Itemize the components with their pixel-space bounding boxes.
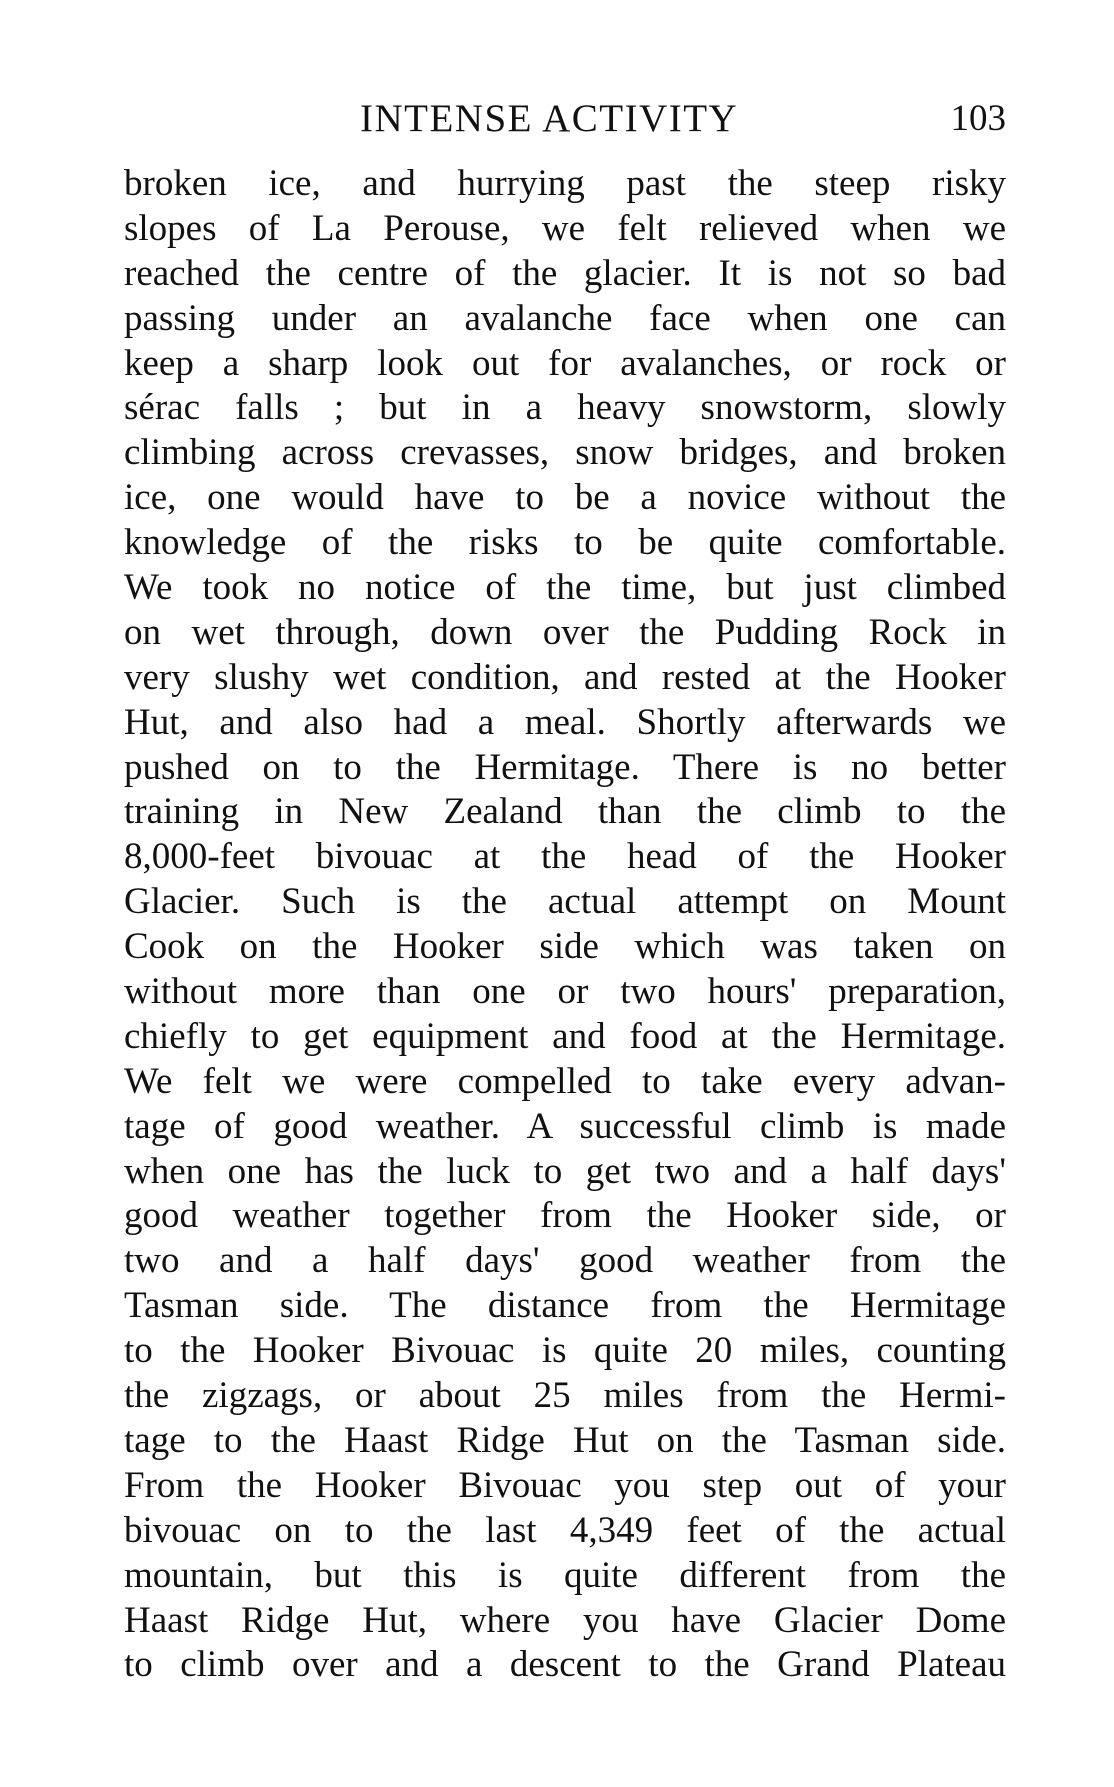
text-line: climbing across crevasses, snow bridges, and broken bbox=[124, 432, 1006, 474]
text-line: Haast Ridge Hut, where you have Glacier Dome bbox=[124, 1599, 1006, 1641]
text-line: We felt we were compelled to take every advan- bbox=[124, 1060, 1006, 1102]
text-line: very slushy wet condition, and rested at the Hooker bbox=[124, 656, 1006, 698]
text-line: tage of good weather. A successful climb is made bbox=[124, 1105, 1006, 1147]
text-line: pushed on to the Hermitage. There is no better bbox=[124, 746, 1006, 788]
text-line: to climb over and a descent to the Grand Plateau bbox=[124, 1644, 1006, 1686]
text-line: sérac falls ; but in a heavy snowstorm, slowly bbox=[124, 387, 1006, 429]
text-line: on wet through, down over the Pudding Rock in bbox=[124, 611, 1006, 653]
running-title: INTENSE ACTIVITY bbox=[360, 97, 739, 140]
text-line: knowledge of the risks to be quite comfortable. bbox=[124, 522, 1006, 564]
text-line: keep a sharp look out for avalanches, or rock or bbox=[124, 342, 1006, 384]
text-line: reached the centre of the glacier. It is not so bad bbox=[124, 252, 1006, 294]
text-line: without more than one or two hours' preparation, bbox=[124, 971, 1006, 1013]
running-head bbox=[124, 94, 1006, 144]
text-line: From the Hooker Bivouac you step out of your bbox=[124, 1464, 1006, 1506]
text-line: broken ice, and hurrying past the steep risky bbox=[124, 163, 1006, 204]
text-line: training in New Zealand than the climb to the bbox=[124, 791, 1006, 833]
text-line: bivouac on to the last 4,349 feet of the actual bbox=[124, 1509, 1006, 1551]
text-line: when one has the luck to get two and a half days' bbox=[124, 1150, 1006, 1192]
text-line: Tasman side. The distance from the Hermitage bbox=[124, 1285, 1006, 1327]
text-line: tage to the Haast Ridge Hut on the Tasman side. bbox=[124, 1419, 1006, 1461]
text-line: the zigzags, or about 25 miles from the Hermi- bbox=[124, 1375, 1006, 1417]
text-line: slopes of La Perouse, we felt relieved when we bbox=[124, 207, 1006, 249]
text-line: We took no notice of the time, but just climbed bbox=[124, 567, 1006, 609]
page-number: 103 bbox=[950, 98, 1006, 139]
text-line: 8,000-feet bivouac at the head of the Hooker bbox=[124, 836, 1006, 878]
text-line: mountain, but this is quite different from the bbox=[124, 1554, 1006, 1596]
text-line: ice, one would have to be a novice without the bbox=[124, 477, 1006, 519]
text-line: to the Hooker Bivouac is quite 20 miles, counting bbox=[124, 1330, 1006, 1372]
text-line: chiefly to get equipment and food at the Hermitage. bbox=[124, 1015, 1006, 1057]
text-line: Glacier. Such is the actual attempt on Mount bbox=[124, 881, 1006, 923]
text-line: good weather together from the Hooker side, or bbox=[124, 1195, 1006, 1237]
text-line: two and a half days' good weather from the bbox=[124, 1240, 1006, 1282]
text-line: Hut, and also had a meal. Shortly afterwards we bbox=[124, 701, 1006, 743]
text-line: Cook on the Hooker side which was taken on bbox=[124, 926, 1006, 968]
text-line: passing under an avalanche face when one can bbox=[124, 297, 1006, 339]
body-text bbox=[124, 162, 1006, 1688]
